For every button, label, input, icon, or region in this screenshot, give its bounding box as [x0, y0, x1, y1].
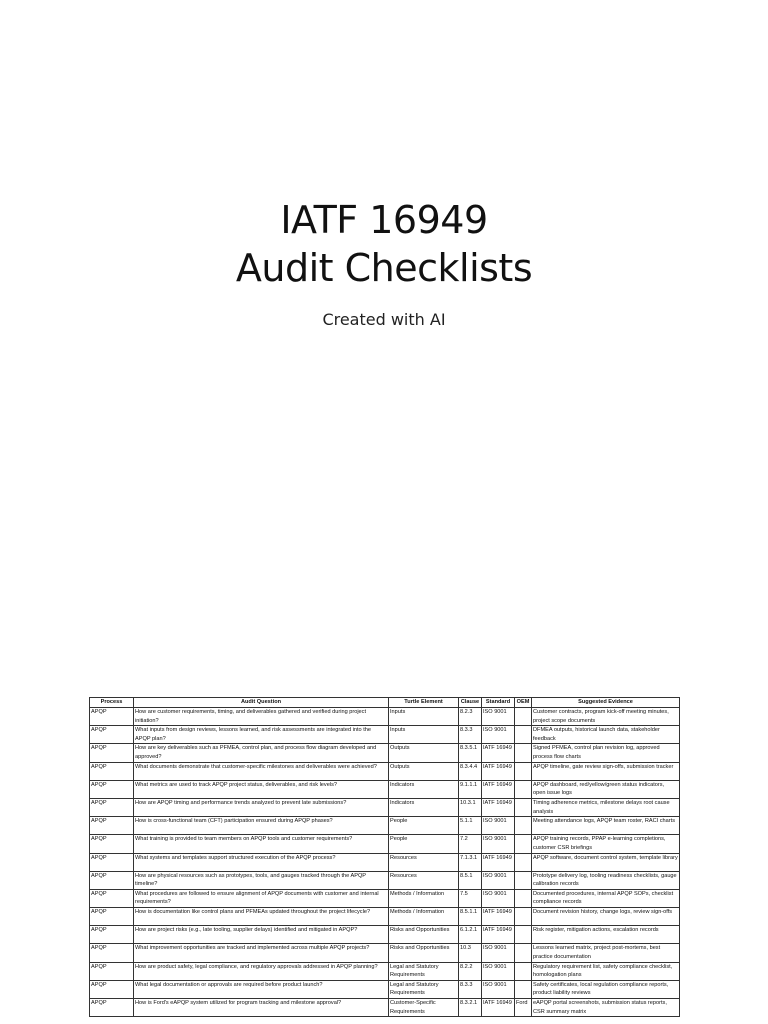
cell-turtle-element: Legal and Statutory Requirements: [389, 962, 459, 980]
cell-standard: ISO 9001: [482, 980, 515, 998]
cell-standard: IATF 16949: [482, 926, 515, 944]
cell-process: APQP: [90, 744, 134, 762]
column-header-oem: OEM: [515, 698, 532, 708]
cell-oem: [515, 871, 532, 889]
audit-checklist-table: [89, 697, 680, 1017]
table-row: [90, 835, 680, 853]
cell-clause: 10.3.1: [459, 798, 482, 816]
column-header-clause: Clause: [459, 698, 482, 708]
cell-suggested-evidence: Document revision history, change logs, review sign-offs: [532, 908, 680, 926]
cell-clause: 8.3.5.1: [459, 744, 482, 762]
cell-audit-question: How are customer requirements, timing, and deliverables gathered and verified during project initiation?: [134, 708, 389, 726]
column-header-turtle-element: Turtle Element: [389, 698, 459, 708]
cell-turtle-element: Methods / Information: [389, 889, 459, 907]
cell-standard: IATF 16949: [482, 744, 515, 762]
cell-oem: [515, 962, 532, 980]
cell-suggested-evidence: Timing adherence metrics, milestone delays root cause analysis: [532, 798, 680, 816]
cell-standard: ISO 9001: [482, 944, 515, 962]
cell-turtle-element: Methods / Information: [389, 908, 459, 926]
cell-turtle-element: Indicators: [389, 798, 459, 816]
cell-audit-question: How are physical resources such as prototypes, tools, and gauges tracked through the APQP timeline?: [134, 871, 389, 889]
cell-oem: [515, 980, 532, 998]
cell-turtle-element: Resources: [389, 871, 459, 889]
cell-clause: 8.3.3: [459, 980, 482, 998]
cell-oem: [515, 817, 532, 835]
cell-turtle-element: Customer-Specific Requirements: [389, 999, 459, 1017]
cell-turtle-element: Risks and Opportunities: [389, 944, 459, 962]
cell-audit-question: What procedures are followed to ensure alignment of APQP documents with customer and internal requirements?: [134, 889, 389, 907]
cell-clause: 8.2.3: [459, 708, 482, 726]
cell-turtle-element: People: [389, 817, 459, 835]
table-header-row: [90, 698, 680, 708]
cell-oem: [515, 726, 532, 744]
cell-clause: 8.5.1: [459, 871, 482, 889]
cell-clause: 8.2.2: [459, 962, 482, 980]
cell-audit-question: What documents demonstrate that customer-specific milestones and deliverables were achieved?: [134, 762, 389, 780]
cell-oem: [515, 780, 532, 798]
cell-clause: 10.3: [459, 944, 482, 962]
cell-turtle-element: Outputs: [389, 744, 459, 762]
cell-audit-question: What inputs from design reviews, lessons learned, and risk assessments are integrated into the APQP plan?: [134, 726, 389, 744]
cell-process: APQP: [90, 926, 134, 944]
cell-turtle-element: People: [389, 835, 459, 853]
cell-clause: 6.1.2.1: [459, 926, 482, 944]
cell-standard: ISO 9001: [482, 962, 515, 980]
cell-oem: Ford: [515, 999, 532, 1017]
table-row: [90, 762, 680, 780]
cell-suggested-evidence: APQP dashboard, red/yellow/green status indicators, open issue logs: [532, 780, 680, 798]
table-row: [90, 853, 680, 871]
cell-standard: IATF 16949: [482, 798, 515, 816]
cell-suggested-evidence: Safety certificates, local regulation compliance reports, product liability reviews: [532, 980, 680, 998]
table-row: [90, 726, 680, 744]
cell-process: APQP: [90, 708, 134, 726]
cell-process: APQP: [90, 780, 134, 798]
cell-turtle-element: Legal and Statutory Requirements: [389, 980, 459, 998]
cell-standard: IATF 16949: [482, 780, 515, 798]
cell-clause: 5.1.1: [459, 817, 482, 835]
cell-turtle-element: Inputs: [389, 726, 459, 744]
cell-clause: 7.5: [459, 889, 482, 907]
table-row: [90, 817, 680, 835]
cell-standard: ISO 9001: [482, 889, 515, 907]
cell-suggested-evidence: Customer contracts, program kick-off meeting minutes, project scope documents: [532, 708, 680, 726]
cell-oem: [515, 744, 532, 762]
cell-oem: [515, 708, 532, 726]
column-header-suggested-evidence: Suggested Evidence: [532, 698, 680, 708]
cell-process: APQP: [90, 726, 134, 744]
cell-suggested-evidence: Lessons learned matrix, project post-mortems, best practice documentation: [532, 944, 680, 962]
cell-audit-question: What training is provided to team members on APQP tools and customer requirements?: [134, 835, 389, 853]
cell-clause: 8.3.3: [459, 726, 482, 744]
cell-suggested-evidence: Prototype delivery log, tooling readiness checklists, gauge calibration records: [532, 871, 680, 889]
cell-oem: [515, 835, 532, 853]
table-header: [90, 698, 680, 708]
cell-suggested-evidence: APQP training records, PPAP e-learning completions, customer CSR briefings: [532, 835, 680, 853]
audit-checklist-table-container: [89, 697, 679, 1017]
cell-suggested-evidence: Signed PFMEA, control plan revision log, approved process flow charts: [532, 744, 680, 762]
cell-audit-question: How is cross-functional team (CFT) participation ensured during APQP phases?: [134, 817, 389, 835]
table-row: [90, 889, 680, 907]
cell-process: APQP: [90, 908, 134, 926]
cell-clause: 7.1.3.1: [459, 853, 482, 871]
cell-turtle-element: Indicators: [389, 780, 459, 798]
cell-audit-question: What metrics are used to track APQP project status, deliverables, and risk levels?: [134, 780, 389, 798]
column-header-standard: Standard: [482, 698, 515, 708]
cell-suggested-evidence: eAPQP portal screenshots, submission status reports, CSR summary matrix: [532, 999, 680, 1017]
cell-suggested-evidence: Regulatory requirement list, safety compliance checklist, homologation plans: [532, 962, 680, 980]
cell-audit-question: How are project risks (e.g., late tooling, supplier delays) identified and mitigated in APQP?: [134, 926, 389, 944]
cell-standard: ISO 9001: [482, 817, 515, 835]
table-row: [90, 871, 680, 889]
cell-clause: 7.2: [459, 835, 482, 853]
cell-audit-question: How are APQP timing and performance trends analyzed to prevent late submissions?: [134, 798, 389, 816]
cell-oem: [515, 798, 532, 816]
table-row: [90, 980, 680, 998]
table-row: [90, 744, 680, 762]
cell-standard: IATF 16949: [482, 999, 515, 1017]
cell-audit-question: What legal documentation or approvals are required before product launch?: [134, 980, 389, 998]
cell-suggested-evidence: DFMEA outputs, historical launch data, stakeholder feedback: [532, 726, 680, 744]
cell-suggested-evidence: Meeting attendance logs, APQP team roster, RACI charts: [532, 817, 680, 835]
cell-turtle-element: Outputs: [389, 762, 459, 780]
cell-suggested-evidence: Documented procedures, internal APQP SOPs, checklist compliance records: [532, 889, 680, 907]
cell-audit-question: What systems and templates support structured execution of the APQP process?: [134, 853, 389, 871]
table-body: [90, 708, 680, 1017]
title-block: [0, 196, 768, 292]
cell-suggested-evidence: Risk register, mitigation actions, escalation records: [532, 926, 680, 944]
cell-turtle-element: Resources: [389, 853, 459, 871]
document-title-line-2: Audit Checklists: [235, 246, 533, 290]
cell-process: APQP: [90, 762, 134, 780]
cell-oem: [515, 853, 532, 871]
document-subtitle: Created with AI: [322, 310, 446, 329]
cell-process: APQP: [90, 853, 134, 871]
cell-oem: [515, 926, 532, 944]
cell-standard: ISO 9001: [482, 708, 515, 726]
document-title-line-1: IATF 16949: [280, 198, 488, 242]
cell-clause: 9.1.1.1: [459, 780, 482, 798]
cell-standard: IATF 16949: [482, 853, 515, 871]
table-row: [90, 908, 680, 926]
cell-process: APQP: [90, 962, 134, 980]
table-row: [90, 944, 680, 962]
cell-oem: [515, 889, 532, 907]
cell-clause: 8.3.4.4: [459, 762, 482, 780]
cell-turtle-element: Risks and Opportunities: [389, 926, 459, 944]
cell-process: APQP: [90, 817, 134, 835]
table-row: [90, 999, 680, 1017]
cell-audit-question: What improvement opportunities are tracked and implemented across multiple APQP projects?: [134, 944, 389, 962]
cell-standard: ISO 9001: [482, 835, 515, 853]
cell-process: APQP: [90, 944, 134, 962]
cell-clause: 8.5.1.1: [459, 908, 482, 926]
table-row: [90, 926, 680, 944]
cell-oem: [515, 762, 532, 780]
cell-process: APQP: [90, 798, 134, 816]
cell-standard: ISO 9001: [482, 871, 515, 889]
cell-suggested-evidence: APQP software, document control system, template library: [532, 853, 680, 871]
cell-audit-question: How are key deliverables such as PFMEA, control plan, and process flow diagram developed and approved?: [134, 744, 389, 762]
table-row: [90, 708, 680, 726]
table-row: [90, 780, 680, 798]
cell-oem: [515, 944, 532, 962]
cell-process: APQP: [90, 835, 134, 853]
cell-process: APQP: [90, 889, 134, 907]
cell-audit-question: How are product safety, legal compliance, and regulatory approvals addressed in APQP planning?: [134, 962, 389, 980]
column-header-audit-question: Audit Question: [134, 698, 389, 708]
table-row: [90, 798, 680, 816]
cell-process: APQP: [90, 980, 134, 998]
cell-oem: [515, 908, 532, 926]
cell-suggested-evidence: APQP timeline, gate review sign-offs, submission tracker: [532, 762, 680, 780]
cell-clause: 8.3.2.1: [459, 999, 482, 1017]
cell-audit-question: How is Ford's eAPQP system utilized for program tracking and milestone approval?: [134, 999, 389, 1017]
cell-standard: IATF 16949: [482, 908, 515, 926]
cell-process: APQP: [90, 871, 134, 889]
cell-standard: ISO 9001: [482, 726, 515, 744]
column-header-process: Process: [90, 698, 134, 708]
table-row: [90, 962, 680, 980]
cell-standard: IATF 16949: [482, 762, 515, 780]
cell-audit-question: How is documentation like control plans and PFMEAs updated throughout the project lifecycle?: [134, 908, 389, 926]
cell-process: APQP: [90, 999, 134, 1017]
cell-turtle-element: Inputs: [389, 708, 459, 726]
